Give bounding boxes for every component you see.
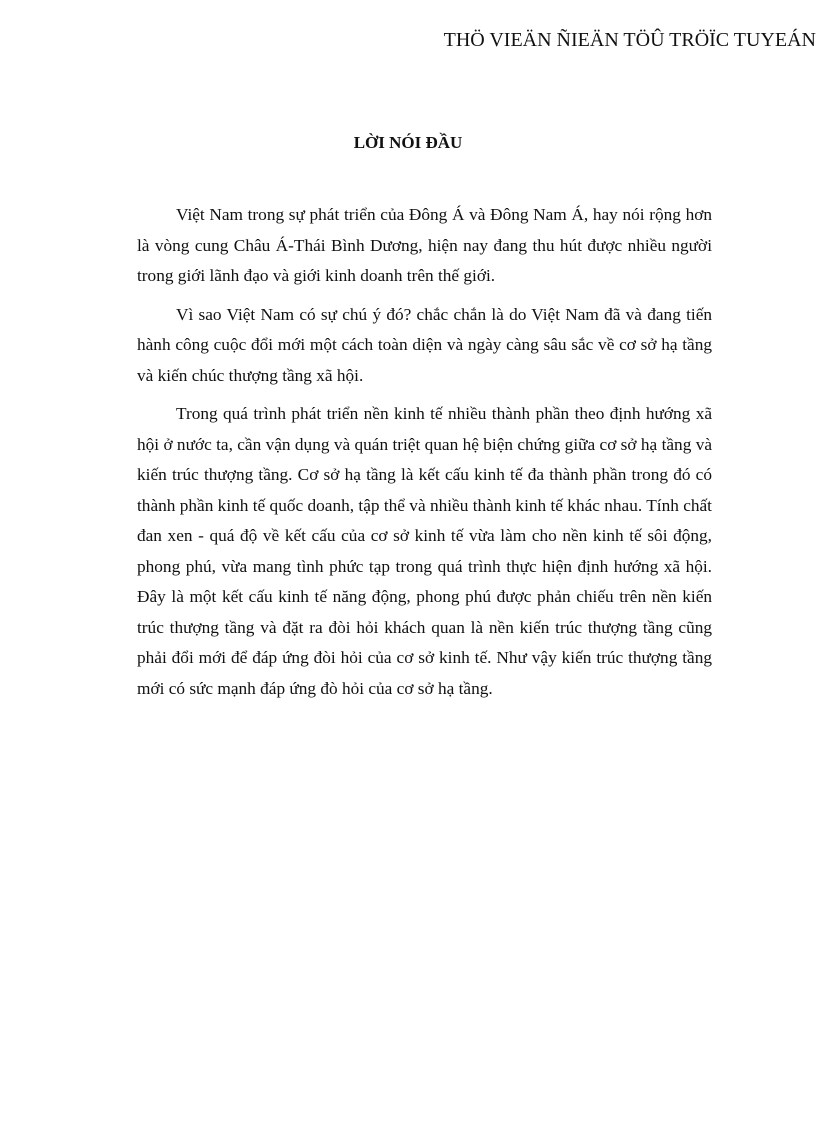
paragraph: Việt Nam trong sự phát triển của Đông Á và Đông Nam Á, hay nói rộng hơn là vòng cung Châu Á-Thái Bình Dương, hiện nay đang thu hút được nhiều người trong giới lãnh đạo và giới kinh doanh trên thế giới.: [137, 205, 712, 285]
document-title: LỜI NÓI ĐẦU: [353, 133, 463, 152]
document-body: [137, 200, 712, 712]
paragraph: Trong quá trình phát triển nền kinh tế nhiều thành phần theo định hướng xã hội ở nước ta, cần vận dụng và quán triệt quan hệ biện chứng giữa cơ sở hạ tầng và kiến trúc thượng tầng. Cơ sở hạ tầng là kết cấu kinh tế đa thành phần trong đó có thành phần kinh tế quốc doanh, tập thể và nhiều thành kinh tế khác nhau. Tính chất đan xen - quá độ về kết cấu của cơ sở kinh tế vừa làm cho nền kinh tế sôi động, phong phú, vừa mang tình phức tạp trong quá trình thực hiện định hướng xã hội. Đây là một kết cấu kinh tế năng động, phong phú được phản chiếu trên nền kiến trúc thượng tầng và đặt ra đòi hỏi khách quan là nền kiến trúc thượng tầng cũng phải đổi mới để đáp ứng đòi hỏi của cơ sở kinh tế. Như vậy kiến trúc thượng tầng mới có sức mạnh đáp ứng đò hỏi của cơ sở hạ tầng.: [137, 404, 712, 698]
paragraph: Vì sao Việt Nam có sự chú ý đó? chắc chắn là do Việt Nam đã và đang tiến hành công cuộc đổi mới một cách toàn diện và ngày càng sâu sắc về cơ sở hạ tầng và kiến chúc thượng tầng xã hội.: [137, 304, 712, 385]
running-header: THÖ VIEÄN ÑIEÄN TÖÛ TRÖÏC TUYEÁN: [443, 29, 816, 51]
